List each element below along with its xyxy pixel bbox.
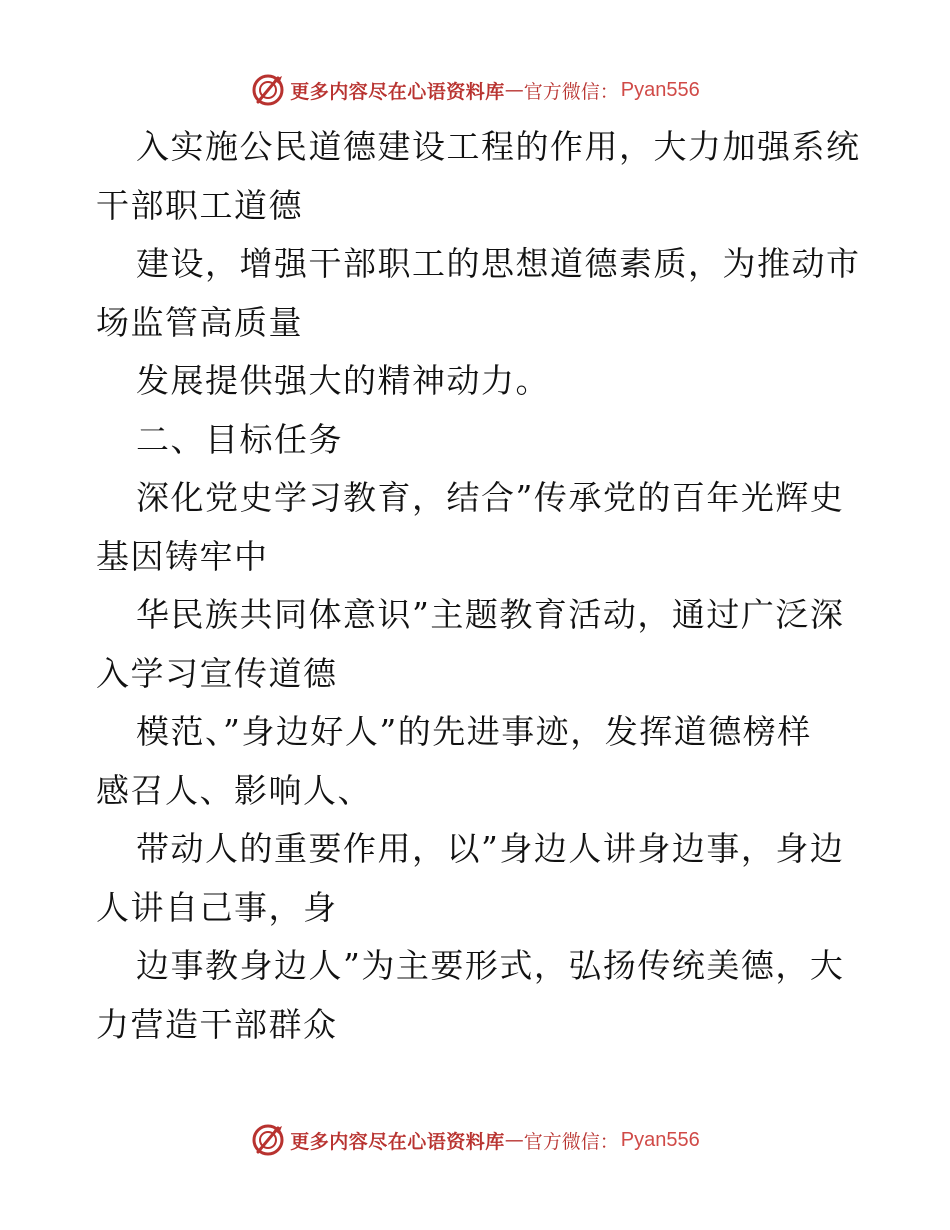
text-line: 边事教身边人”为主要形式，弘扬传统美德，大 bbox=[136, 946, 845, 985]
text-line: 建设，增强干部职工的思想道德素质，为推动市 bbox=[136, 244, 861, 283]
watermark-dash: — bbox=[504, 79, 524, 101]
watermark-wechat-id: Pyan556 bbox=[620, 1128, 700, 1151]
document-body bbox=[96, 118, 876, 1054]
watermark-library-text: 更多内容尽在心语资料库 bbox=[290, 80, 505, 103]
text-line: 感召人、影响人、 bbox=[96, 770, 372, 810]
watermark-wechat-id: Pyan556 bbox=[620, 78, 700, 101]
watermark-wechat-label: 官方微信： bbox=[523, 1130, 619, 1153]
watermark-dash: — bbox=[504, 1129, 524, 1151]
text-line: 发展提供强大的精神动力。 bbox=[136, 361, 550, 400]
text-line: 基因铸牢中 bbox=[96, 536, 269, 576]
watermark-library-text: 更多内容尽在心语资料库 bbox=[290, 1130, 505, 1153]
watermark-wechat-label: 官方微信： bbox=[523, 80, 619, 103]
text-line: 深化党史学习教育，结合”传承党的百年光辉史 bbox=[136, 478, 845, 517]
header-watermark bbox=[0, 70, 950, 110]
text-line: 干部职工道德 bbox=[96, 185, 303, 225]
section-heading: 二、目标任务 bbox=[136, 419, 343, 459]
text-line: 模范、”身边好人”的先进事迹，发挥道德榜样 bbox=[136, 712, 812, 751]
text-line: 力营造干部群众 bbox=[96, 1004, 338, 1044]
text-line: 人讲自己事，身 bbox=[96, 887, 338, 927]
text-line: 带动人的重要作用，以”身边人讲身边事，身边 bbox=[136, 829, 845, 868]
text-line: 华民族共同体意识”主题教育活动，通过广泛深 bbox=[136, 595, 845, 634]
text-line: 场监管高质量 bbox=[96, 302, 303, 342]
text-line: 入实施公民道德建设工程的作用，大力加强系统 bbox=[136, 127, 861, 166]
red-seal-logo-icon bbox=[250, 1122, 286, 1158]
red-seal-logo-icon bbox=[250, 72, 286, 108]
text-line: 入学习宣传道德 bbox=[96, 653, 338, 693]
footer-watermark bbox=[0, 1120, 950, 1160]
